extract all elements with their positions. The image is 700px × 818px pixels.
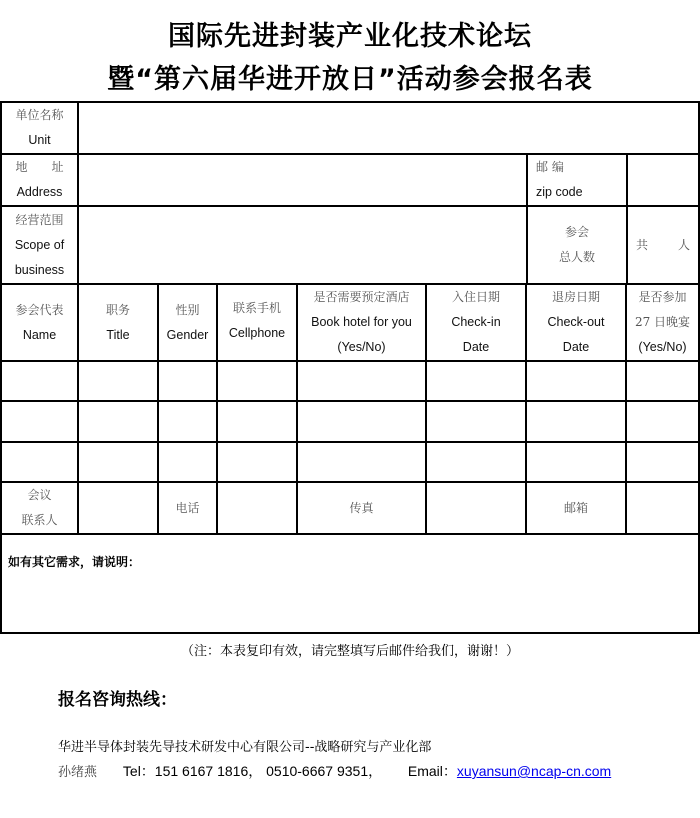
header-dinner-cn: 是否参加 xyxy=(638,290,687,304)
email-field[interactable] xyxy=(627,483,698,533)
scope-label-en2: business xyxy=(14,262,65,277)
header-gender-cn: 性别 xyxy=(175,302,200,317)
header-title-cn: 职务 xyxy=(105,302,130,317)
total-label xyxy=(528,207,626,283)
total-field[interactable] xyxy=(628,207,698,283)
address-label xyxy=(2,155,77,205)
phone-field[interactable] xyxy=(218,483,296,533)
header-checkout-en: Check-out xyxy=(547,315,605,329)
email-label xyxy=(527,483,625,533)
scope-label xyxy=(2,207,77,283)
address-label-cn: 地 址 xyxy=(15,160,64,174)
hotline-title: 报名咨询热线： xyxy=(58,690,177,710)
company-name: 华进半导体封装先导技术研发中心有限公司--战略研究与产业化部 xyxy=(58,740,432,755)
header-checkin-cn: 入住日期 xyxy=(451,290,500,304)
unit-label xyxy=(2,103,77,153)
contact-label-line1: 会议 xyxy=(27,488,52,502)
phone-label xyxy=(159,483,216,533)
zip-label xyxy=(528,155,626,205)
zip-label-cn: 邮 编 xyxy=(536,160,564,174)
contact-name: 孙绪燕 xyxy=(58,765,98,780)
contact-line xyxy=(58,761,611,781)
contact-tel: Tel：151 6167 1816， 0510-6667 9351， xyxy=(122,763,383,779)
header-checkin-date: Date xyxy=(462,340,490,354)
total-label-cn2: 总人数 xyxy=(558,250,595,264)
header-name-en: Name xyxy=(22,327,57,342)
other-needs-field[interactable] xyxy=(2,575,698,632)
header-checkout-cn: 退房日期 xyxy=(551,290,600,304)
participant-row-1[interactable] xyxy=(2,362,698,400)
header-dinner xyxy=(627,285,698,360)
email-label-prefix: Email： xyxy=(407,763,457,779)
header-hotel-yesno: (Yes/No) xyxy=(337,340,386,354)
header-cellphone xyxy=(218,283,296,358)
contact-person-label xyxy=(2,483,77,533)
fax-label-text: 传真 xyxy=(349,500,374,515)
header-gender-en: Gender xyxy=(166,327,209,342)
scope-label-en1: Scope of xyxy=(14,237,65,252)
other-needs-label: 如有其它需求，请说明： xyxy=(8,555,141,569)
total-label-cn1: 参会 xyxy=(564,225,589,239)
address-field[interactable] xyxy=(79,155,526,205)
header-checkin xyxy=(427,285,525,360)
unit-label-en: Unit xyxy=(28,133,51,147)
header-cellphone-en: Cellphone xyxy=(228,325,286,340)
total-prefix: 共 xyxy=(636,237,649,252)
header-cellphone-cn: 联系手机 xyxy=(232,300,281,315)
participant-row-3[interactable] xyxy=(2,443,698,481)
table-border-bottom xyxy=(0,632,700,634)
contact-person-field[interactable] xyxy=(79,483,157,533)
email-link[interactable]: xuyansun@ncap-cn.com xyxy=(456,763,612,779)
total-suffix: 人 xyxy=(677,237,690,252)
unit-label-cn: 单位名称 xyxy=(15,108,64,122)
header-name-cn: 参会代表 xyxy=(15,302,64,317)
scope-label-cn: 经营范围 xyxy=(15,212,64,227)
row-divider xyxy=(0,533,700,535)
copy-note: （注：本表复印有效，请完整填写后邮件给我们，谢谢！） xyxy=(180,644,519,659)
header-checkout xyxy=(527,285,625,360)
header-dinner-date: 27 日晚宴 xyxy=(634,315,691,329)
email-label-text: 邮箱 xyxy=(563,500,588,515)
phone-label-text: 电话 xyxy=(175,500,200,515)
header-hotel-cn: 是否需要预定酒店 xyxy=(313,290,410,304)
header-gender xyxy=(159,285,216,360)
participant-row-2[interactable] xyxy=(2,402,698,441)
form-title-line2: 暨“第六届华进开放日”活动参会报名表 xyxy=(107,64,593,95)
header-checkout-date: Date xyxy=(562,340,590,354)
header-dinner-yesno: (Yes/No) xyxy=(638,340,687,354)
header-hotel-en: Book hotel for you xyxy=(311,315,412,329)
header-title-en: Title xyxy=(106,327,130,342)
zip-label-en: zip code xyxy=(536,185,583,199)
fax-label xyxy=(298,483,425,533)
header-hotel xyxy=(298,285,425,360)
header-title xyxy=(79,285,157,360)
scope-field[interactable] xyxy=(79,207,526,283)
header-checkin-en: Check-in xyxy=(451,315,501,329)
unit-field[interactable] xyxy=(79,103,698,153)
header-name xyxy=(2,285,77,360)
address-label-en: Address xyxy=(16,185,63,199)
fax-field[interactable] xyxy=(427,483,525,533)
form-title-line1: 国际先进封装产业化技术论坛 xyxy=(168,21,532,52)
contact-label-line2: 联系人 xyxy=(21,513,58,527)
zip-field[interactable] xyxy=(628,155,698,205)
